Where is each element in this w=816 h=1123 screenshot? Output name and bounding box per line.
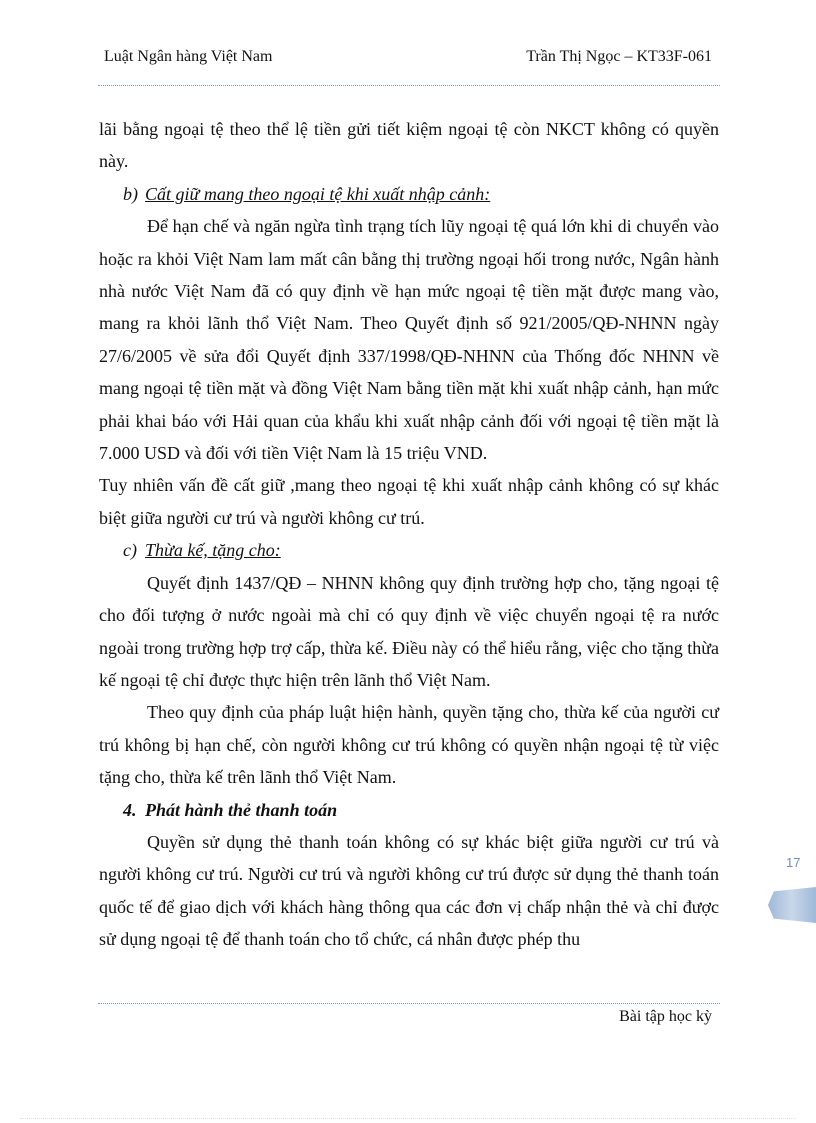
page-bottom-border — [20, 1118, 796, 1119]
paragraph-payment-card: Quyền sử dụng thẻ thanh toán không có sự khác biệt giữa người cư trú và người không cư trú. Người cư trú và người không cư trú được sử dụng thẻ thanh toán quốc tế để giao dịch với khách hàng thông qua các đơn vị chấp nhận thẻ và chỉ được sử dụng ngoại tệ để thanh toán cho tổ chức, cá nhân được phép thu — [99, 831, 719, 950]
section-4-title: Phát hành thẻ thanh toán — [145, 799, 338, 820]
paragraph-currency-limit: Để hạn chế và ngăn ngừa tình trạng tích lũy ngoại tệ quá lớn khi di chuyển vào hoặc ra khỏi Việt Nam lam mất cân bằng thị trường ngoại hối trong nước, Ngân hành nhà nước Việt Nam đã có quy định về hạn mức ngoại tệ tiền mặt được mang vào, mang ra khỏi lãnh thổ Việt Nam. Theo Quyết định số 921/2005/QĐ-NHNN ngày 27/6/2005 về sửa đổi Quyết định 337/1998/QĐ-NHNN của Thống đốc NHNN về mang ngoại tệ tiền mặt và đồng Việt Nam bằng tiền mặt khi xuất nhập cảnh, hạn mức phải khai báo với Hải quan của khẩu khi xuất nhập cảnh đối với ngoại tệ tiền mặt là 7.000 USD và đối với tiền Việt Nam là 15 triệu VND. — [99, 216, 719, 464]
paragraph-no-difference: Tuy nhiên vấn đề cất giữ ,mang theo ngoại tệ khi xuất nhập cảnh không có sự khác biệt giữa người cư trú và người không cư trú. — [99, 475, 719, 528]
subsection-b-heading — [123, 178, 719, 210]
page-tab-decoration — [768, 887, 816, 923]
subsection-b-title: Cất giữ mang theo ngoại tệ khi xuất nhập cảnh: — [145, 183, 491, 204]
paragraph-inheritance-rights: Theo quy định của pháp luật hiện hành, quyền tặng cho, thừa kế của người cư trú không bị hạn chế, còn người không cư trú không có quyền nhận ngoại tệ từ việc tặng cho, thừa kế trên lãnh thổ Việt Nam. — [99, 702, 719, 788]
page-number: 17 — [786, 855, 801, 870]
subsection-c-title: Thừa kế, tặng cho: — [145, 540, 281, 561]
subsection-b-marker: b) — [123, 183, 138, 204]
paragraph-decision-1437: Quyết định 1437/QĐ – NHNN không quy định trường hợp cho, tặng ngoại tệ cho đối tượng ở nước ngoài mà chỉ có quy định về việc chuyển ngoại tệ ra nước ngoài trong trường hợp trợ cấp, thừa kế. Điều này có thể hiểu rằng, việc cho tặng thừa kế ngoại tệ chỉ được thực hiện trên lãnh thổ Việt Nam. — [99, 572, 719, 690]
paragraph-continuation: lãi bằng ngoại tệ theo thể lệ tiền gửi tiết kiệm ngoại tệ còn NKCT không có quyền này. — [99, 119, 719, 172]
header-author-right: Trần Thị Ngọc – KT33F-061 — [526, 48, 712, 65]
page-body — [99, 113, 719, 956]
footer-divider — [98, 1003, 720, 1004]
section-4-heading — [123, 794, 719, 826]
header-title-left: Luật Ngân hàng Việt Nam — [104, 48, 273, 65]
section-4-marker: 4. — [123, 799, 137, 820]
header-divider — [98, 85, 720, 86]
subsection-c-marker: c) — [123, 540, 137, 561]
footer-label: Bài tập học kỳ — [619, 1008, 712, 1025]
subsection-c-heading — [123, 534, 719, 566]
